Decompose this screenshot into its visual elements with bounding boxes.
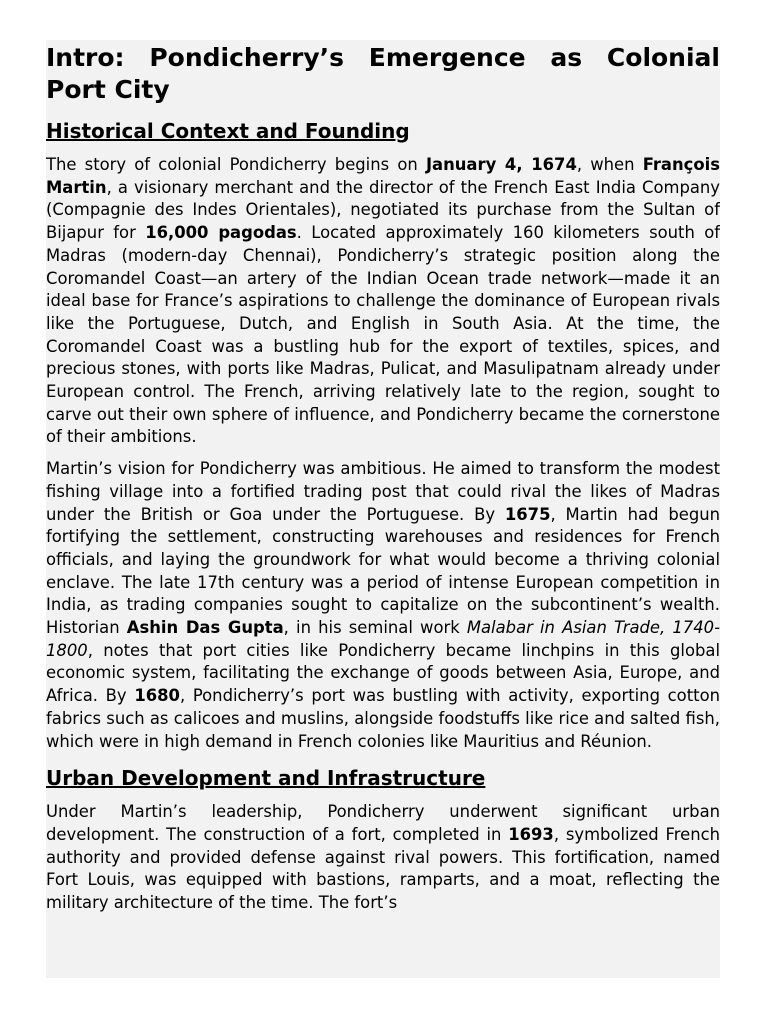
historian-name: Ashin Das Gupta bbox=[126, 618, 284, 638]
date-founding: January 4, 1674 bbox=[425, 155, 577, 174]
purchase-price: 16,000 pagodas bbox=[145, 223, 297, 243]
paragraph-founding: The story of colonial Pondicherry begins on January 4, 1674, when François Martin, a visionary merchant and the director of the French East India Company (Compagnie des Indes Orientales), negotiated its purchase from the Sultan of Bijapur for 16,000 pagodas. Located approximately 160 kilometers south of Madras (modern-day Chennai), Pondicherry’s strategic position along the Coromandel Coast—an artery of the Indian Ocean trade network—made it an ideal base for France’s aspirations to challenge the dominance of European rivals like the Portuguese, Dutch, and English in South Asia. At the time, the Coromandel Coast was a bustling hub for the export of textiles, spices, and precious stones, with ports like Madras, Pulicat, and Masulipatnam already under European control. The French, arriving relatively late to the region, sought to carve out their own sphere of influence, and Pondicherry became the cornerstone of their ambitions. bbox=[46, 155, 720, 447]
book-title: Malabar in Asian Trade, 1740-1800 bbox=[46, 618, 720, 660]
year-1680: 1680 bbox=[134, 686, 180, 706]
year-1675: 1675 bbox=[504, 504, 551, 524]
document-page bbox=[46, 40, 720, 978]
document-title: Intro: Pondicherry’s Emergence as Colonial Port City bbox=[46, 43, 720, 104]
year-1693: 1693 bbox=[508, 824, 554, 844]
person-francois-martin: François Martin bbox=[46, 155, 720, 197]
section-heading-historical-context: Historical Context and Founding bbox=[46, 119, 410, 143]
section-heading-urban-development: Urban Development and Infrastructure bbox=[46, 766, 486, 791]
paragraph-martins-vision: Martin’s vision for Pondicherry was ambitious. He aimed to transform the modest fishing village into a fortified trading post that could rival the likes of Madras under the British or Goa under the Portuguese. By 1675, Martin had begun fortifying the settlement, constructing warehouses and residences for French officials, and laying the groundwork for what would become a thriving colonial enclave. The late 17th century was a period of intense European competition in India, as trading companies sought to capitalize on the subcontinent’s wealth. Historian Ashin Das Gupta, in his seminal work Malabar in Asian Trade, 1740-1800, notes that port cities like Pondicherry became linchpins in this global economic system, facilitating the exchange of goods between Asia, Europe, and Africa. By 1680, Pondicherry’s port was bustling with activity, exporting cotton fabrics such as calicoes and muslins, alongside foodstuffs like rice and salted fish, which were in high demand in French colonies like Mauritius and Réunion. bbox=[46, 459, 720, 751]
paragraph-urban-development: Under Martin’s leadership, Pondicherry underwent significant urban development. The construction of a fort, completed in 1693, symbolized French authority and provided defense against rival powers. This fortification, named Fort Louis, was equipped with bastions, ramparts, and a moat, reflecting the military architecture of the time. The fort’s bbox=[46, 802, 720, 913]
